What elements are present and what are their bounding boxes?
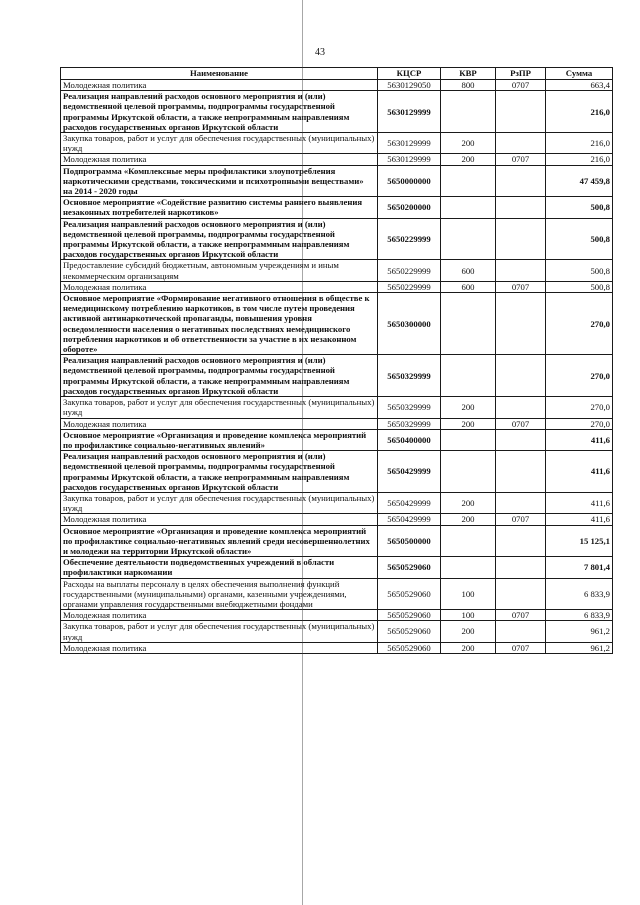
table-row	[61, 80, 613, 91]
row-rzpr-cell: 0707	[496, 281, 546, 292]
table-row	[61, 355, 613, 397]
row-kcsr-cell: 5650229999	[378, 260, 441, 281]
row-rzpr-cell	[496, 557, 546, 578]
row-sum-cell: 500,8	[546, 281, 613, 292]
row-rzpr-cell	[496, 621, 546, 642]
table-row	[61, 165, 613, 197]
row-kcsr-cell: 5650529060	[378, 610, 441, 621]
table-row	[61, 91, 613, 133]
row-kcsr-cell: 5650229999	[378, 281, 441, 292]
row-rzpr-cell: 0707	[496, 418, 546, 429]
row-rzpr-cell	[496, 355, 546, 397]
row-name-cell: Молодежная политика	[61, 418, 378, 429]
row-rzpr-cell: 0707	[496, 642, 546, 653]
row-kvr-cell	[441, 165, 496, 197]
row-kvr-cell	[441, 293, 496, 355]
row-sum-cell: 411,6	[546, 429, 613, 450]
row-kvr-cell: 200	[441, 418, 496, 429]
page-number: 43	[315, 47, 325, 58]
row-kvr-cell: 600	[441, 281, 496, 292]
row-kvr-cell	[441, 525, 496, 557]
table-header-row	[61, 68, 613, 80]
table-row	[61, 281, 613, 292]
row-name-cell: Молодежная политика	[61, 642, 378, 653]
table-row	[61, 514, 613, 525]
table-row	[61, 610, 613, 621]
row-kcsr-cell: 5650329999	[378, 418, 441, 429]
table-row	[61, 451, 613, 493]
row-kvr-cell: 200	[441, 154, 496, 165]
row-rzpr-cell	[496, 197, 546, 218]
row-kcsr-cell: 5650429999	[378, 514, 441, 525]
row-rzpr-cell: 0707	[496, 80, 546, 91]
header-name: Наименование	[61, 68, 378, 80]
row-kvr-cell: 200	[441, 492, 496, 513]
row-name-cell: Закупка товаров, работ и услуг для обеспечения государственных (муниципальных) нужд	[61, 133, 378, 154]
row-kvr-cell: 200	[441, 621, 496, 642]
table-row	[61, 197, 613, 218]
row-kcsr-cell: 5650300000	[378, 293, 441, 355]
row-name-cell: Основное мероприятие «Формирование негативного отношения в обществе к немедицинскому потреблению наркотиков, в том числе путем проведения активной антинаркотической пропаганды, повышения уровня осведомленности населения о негативных последствиях немедицинского потребления наркотиков и об ответственности за участие в их незаконном обороте»	[61, 293, 378, 355]
row-rzpr-cell	[496, 133, 546, 154]
table-row	[61, 293, 613, 355]
table-row	[61, 260, 613, 281]
row-rzpr-cell	[496, 397, 546, 418]
row-sum-cell: 6 833,9	[546, 610, 613, 621]
row-kvr-cell: 800	[441, 80, 496, 91]
table-row	[61, 418, 613, 429]
row-kvr-cell: 100	[441, 578, 496, 610]
row-name-cell: Реализация направлений расходов основного мероприятия и (или) ведомственной целевой программы, подпрограммы государственной программы Иркутской области, а также непрограммным направлениям расходов государственных органов Иркутской области	[61, 91, 378, 133]
table-row	[61, 578, 613, 610]
row-name-cell: Подпрограмма «Комплексные меры профилактики злоупотребления наркотическими средствами, токсическими и психотропными веществами» на 2014 - 2020 годы	[61, 165, 378, 197]
row-kvr-cell	[441, 218, 496, 260]
row-rzpr-cell	[496, 293, 546, 355]
table-row	[61, 642, 613, 653]
row-name-cell: Основное мероприятие «Организация и проведение комплекса мероприятий по профилактике социально-негативных явлений»	[61, 429, 378, 450]
row-sum-cell: 500,8	[546, 218, 613, 260]
row-name-cell: Основное мероприятие «Содействие развитию системы раннего выявления незаконных потребителей наркотиков»	[61, 197, 378, 218]
row-name-cell: Молодежная политика	[61, 80, 378, 91]
row-sum-cell: 270,0	[546, 397, 613, 418]
row-kcsr-cell: 5650400000	[378, 429, 441, 450]
row-rzpr-cell	[496, 429, 546, 450]
row-name-cell: Закупка товаров, работ и услуг для обеспечения государственных (муниципальных) нужд	[61, 397, 378, 418]
table-row	[61, 621, 613, 642]
row-rzpr-cell	[496, 260, 546, 281]
row-kcsr-cell: 5650529060	[378, 642, 441, 653]
row-name-cell: Реализация направлений расходов основного мероприятия и (или) ведомственной целевой программы, подпрограммы государственной программы Иркутской области, а также непрограммным направлениям расходов государственных органов Иркутской области	[61, 355, 378, 397]
table-body	[61, 80, 613, 654]
row-kvr-cell	[441, 355, 496, 397]
table-row	[61, 133, 613, 154]
header-kcsr: КЦСР	[378, 68, 441, 80]
row-rzpr-cell	[496, 578, 546, 610]
row-sum-cell: 6 833,9	[546, 578, 613, 610]
row-rzpr-cell: 0707	[496, 610, 546, 621]
row-sum-cell: 15 125,1	[546, 525, 613, 557]
row-sum-cell: 411,6	[546, 451, 613, 493]
row-rzpr-cell	[496, 492, 546, 513]
budget-table	[60, 67, 613, 654]
row-kcsr-cell: 5650529060	[378, 578, 441, 610]
row-kvr-cell	[441, 451, 496, 493]
row-rzpr-cell	[496, 91, 546, 133]
scan-artifact-line	[302, 0, 303, 905]
row-kvr-cell: 600	[441, 260, 496, 281]
row-rzpr-cell	[496, 218, 546, 260]
row-name-cell: Реализация направлений расходов основного мероприятия и (или) ведомственной целевой программы, подпрограммы государственной программы Иркутской области, а также непрограммным направлениям расходов государственных органов Иркутской области	[61, 218, 378, 260]
row-sum-cell: 270,0	[546, 293, 613, 355]
row-sum-cell: 216,0	[546, 154, 613, 165]
row-kcsr-cell: 5650229999	[378, 218, 441, 260]
row-name-cell: Основное мероприятие «Организация и проведение комплекса мероприятий по профилактике социально-негативных явлений среди несовершеннолетних и молодежи на территории Иркутской области»	[61, 525, 378, 557]
table-row	[61, 154, 613, 165]
row-rzpr-cell	[496, 525, 546, 557]
row-sum-cell: 961,2	[546, 642, 613, 653]
row-kcsr-cell: 5650429999	[378, 492, 441, 513]
row-sum-cell: 216,0	[546, 133, 613, 154]
row-name-cell: Предоставление субсидий бюджетным, автономным учреждениям и иным некоммерческим организациям	[61, 260, 378, 281]
row-name-cell: Реализация направлений расходов основного мероприятия и (или) ведомственной целевой программы, подпрограммы государственной программы Иркутской области, а также непрограммным направлениям расходов государственных органов Иркутской области	[61, 451, 378, 493]
row-kvr-cell: 100	[441, 610, 496, 621]
row-kcsr-cell: 5630129999	[378, 133, 441, 154]
row-kcsr-cell: 5630129050	[378, 80, 441, 91]
row-name-cell: Закупка товаров, работ и услуг для обеспечения государственных (муниципальных) нужд	[61, 492, 378, 513]
row-name-cell: Закупка товаров, работ и услуг для обеспечения государственных (муниципальных) нужд	[61, 621, 378, 642]
row-kcsr-cell: 5650200000	[378, 197, 441, 218]
row-kvr-cell	[441, 557, 496, 578]
row-name-cell: Молодежная политика	[61, 610, 378, 621]
row-kvr-cell	[441, 91, 496, 133]
row-sum-cell: 411,6	[546, 514, 613, 525]
header-rzpr: РзПР	[496, 68, 546, 80]
header-kvr: КВР	[441, 68, 496, 80]
row-kvr-cell: 200	[441, 133, 496, 154]
row-rzpr-cell: 0707	[496, 154, 546, 165]
row-sum-cell: 270,0	[546, 355, 613, 397]
row-rzpr-cell	[496, 451, 546, 493]
row-rzpr-cell: 0707	[496, 514, 546, 525]
table-row	[61, 557, 613, 578]
row-kcsr-cell: 5650529060	[378, 557, 441, 578]
row-sum-cell: 500,8	[546, 197, 613, 218]
row-kcsr-cell: 5630129999	[378, 91, 441, 133]
row-name-cell: Молодежная политика	[61, 154, 378, 165]
row-sum-cell: 961,2	[546, 621, 613, 642]
table-row	[61, 492, 613, 513]
row-name-cell: Расходы на выплаты персоналу в целях обеспечения выполнения функций государственными (муниципальными) органами, казенными учреждениями, органами управления государственными внебюджетными фондами	[61, 578, 378, 610]
row-kcsr-cell: 5650329999	[378, 397, 441, 418]
row-sum-cell: 663,4	[546, 80, 613, 91]
row-name-cell: Молодежная политика	[61, 281, 378, 292]
row-sum-cell: 270,0	[546, 418, 613, 429]
row-sum-cell: 500,8	[546, 260, 613, 281]
row-sum-cell: 411,6	[546, 492, 613, 513]
row-kvr-cell	[441, 197, 496, 218]
table-row	[61, 218, 613, 260]
row-sum-cell: 47 459,8	[546, 165, 613, 197]
row-kvr-cell: 200	[441, 514, 496, 525]
table-row	[61, 525, 613, 557]
row-rzpr-cell	[496, 165, 546, 197]
row-kvr-cell: 200	[441, 642, 496, 653]
table-row	[61, 429, 613, 450]
row-kvr-cell: 200	[441, 397, 496, 418]
header-sum: Сумма	[546, 68, 613, 80]
row-kcsr-cell: 5650429999	[378, 451, 441, 493]
table-row	[61, 397, 613, 418]
row-sum-cell: 7 801,4	[546, 557, 613, 578]
row-kvr-cell	[441, 429, 496, 450]
row-kcsr-cell: 5650529060	[378, 621, 441, 642]
row-name-cell: Молодежная политика	[61, 514, 378, 525]
row-kcsr-cell: 5630129999	[378, 154, 441, 165]
row-kcsr-cell: 5650500000	[378, 525, 441, 557]
row-kcsr-cell: 5650000000	[378, 165, 441, 197]
row-kcsr-cell: 5650329999	[378, 355, 441, 397]
row-sum-cell: 216,0	[546, 91, 613, 133]
row-name-cell: Обеспечение деятельности подведомственных учреждений в области профилактики наркомании	[61, 557, 378, 578]
